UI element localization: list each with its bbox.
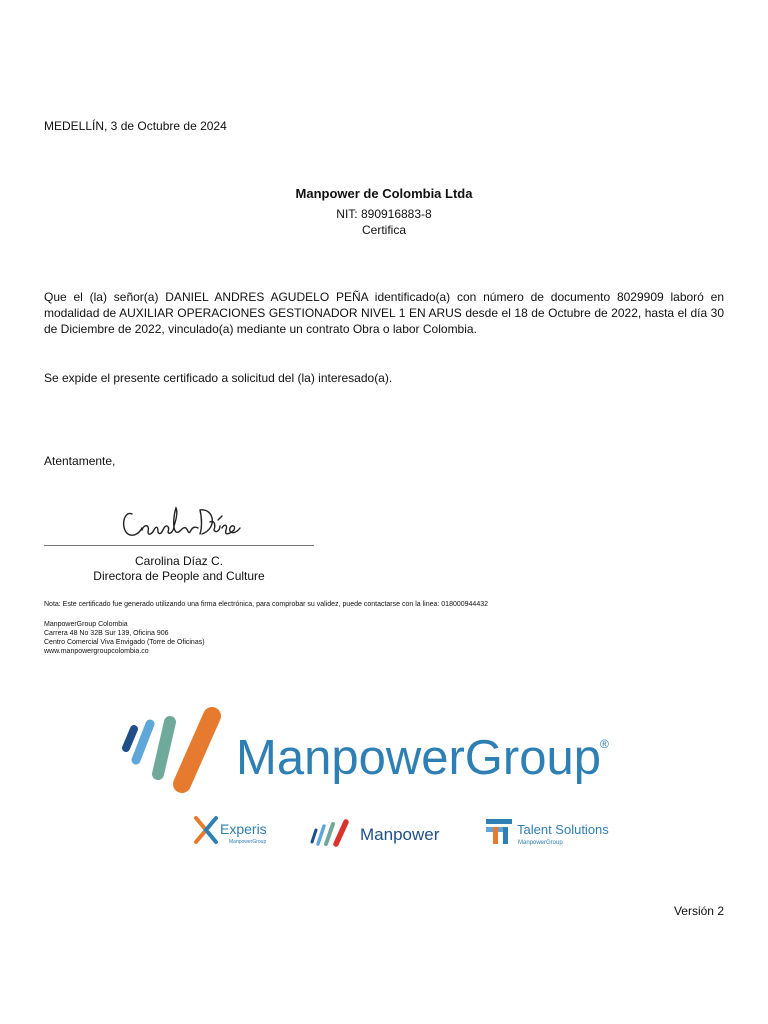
closing-salutation: Atentamente, (44, 454, 116, 468)
talent-solutions-logo (486, 819, 609, 846)
electronic-signature-note: Nota: Este certificado fue generado utilizando una firma electrónica, para comprobar su validez, puede contactarse con la linea: 018000944432 (44, 601, 489, 608)
place-date: MEDELLÍN, 3 de Octubre de 2024 (44, 119, 227, 133)
company-address (44, 620, 205, 656)
manpowergroup-logo (120, 704, 620, 796)
logo-stripe (182, 716, 212, 784)
website-link[interactable]: www.manpowergroupcolombia.co (44, 648, 149, 655)
document-version: Versión 2 (673, 904, 724, 918)
talent-subtext: ManpowerGroup (518, 840, 563, 846)
certifica-heading: Certifica (361, 223, 406, 237)
registered-mark: ® (600, 737, 609, 751)
handwritten-signature (118, 500, 248, 544)
signature-line (44, 545, 314, 546)
address-line: ManpowerGroup Colombia (44, 621, 128, 628)
logo-stripe (136, 724, 150, 760)
signer-title: Directora de People and Culture (93, 569, 265, 583)
manpower-logo (312, 822, 440, 844)
certificate-body: Que el (la) señor(a) DANIEL ANDRES AGUDELO PEÑA identificado(a) con número de documento 8029909 laboró en modalidad de AUXILIAR OPERACIONES GESTIONADOR NIVEL 1 EN ARUS desde el 18 de Octubre de 2022, hasta el día 30 de Diciembre de 2022, vinculado(a) mediante un contrato Obra o labor Colombia. (44, 290, 724, 336)
experis-wordmark: Experis (220, 821, 267, 837)
manpower-wordmark: Manpower (360, 825, 440, 844)
request-statement: Se expide el presente certificado a solicitud del (la) interesado(a). (44, 371, 393, 385)
address-line: Carrera 48 No 32B Sur 139, Oficina 906 (44, 630, 169, 637)
experis-subtext: ManpowerGroup (229, 839, 267, 845)
talent-icon (486, 819, 512, 824)
sub-brand-logos (190, 812, 620, 852)
address-line: Centro Comercial Viva Envigado (Torre de Oficinas) (44, 639, 205, 646)
logo-stripe (126, 729, 134, 748)
logo-stripe (158, 722, 170, 774)
signer-name: Carolina Díaz C. (134, 554, 224, 568)
talent-wordmark: Talent Solutions (517, 822, 609, 837)
company-name: Manpower de Colombia Ltda (295, 186, 473, 201)
company-nit: NIT: 890916883-8 (336, 207, 432, 221)
experis-logo (196, 818, 267, 845)
logo-wordmark: ManpowerGroup (236, 731, 601, 785)
